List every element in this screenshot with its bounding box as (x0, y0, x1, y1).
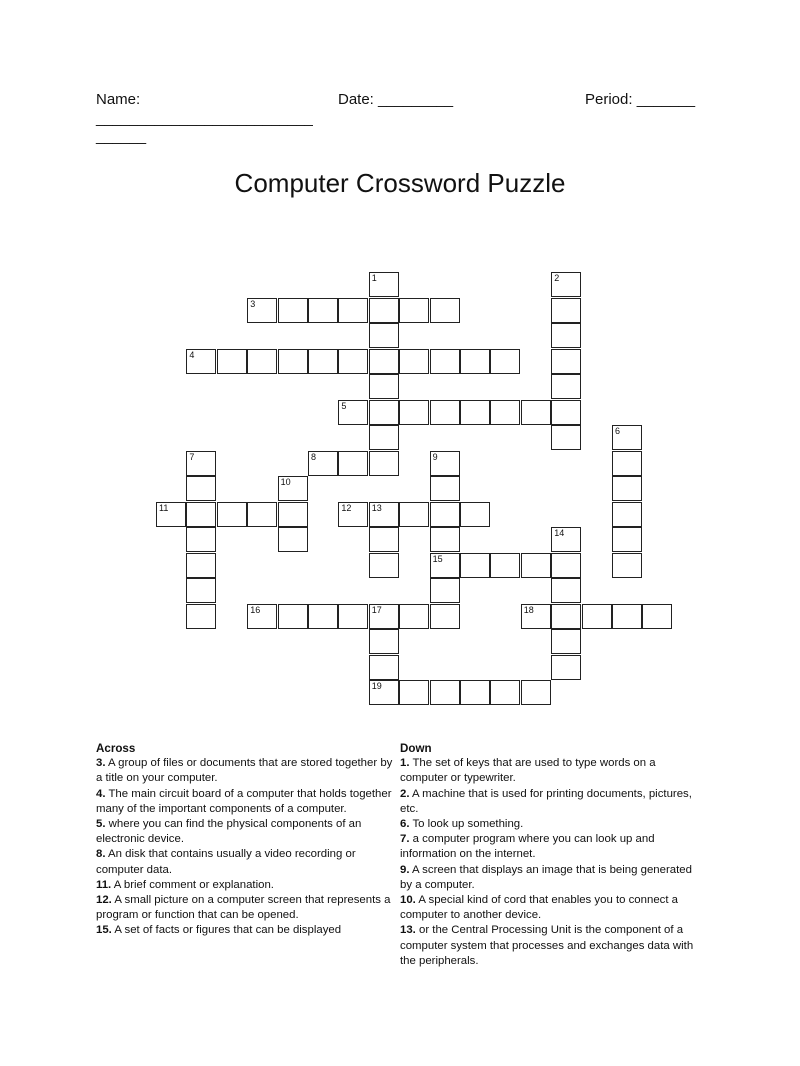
clue-across-11: 11. A brief comment or explanation. (96, 878, 274, 891)
cell-number: 5 (341, 400, 347, 411)
crossword-cell[interactable] (430, 553, 460, 578)
crossword-cell[interactable] (186, 527, 216, 552)
clue-across-15: 15. A set of facts or figures that can be displayed (96, 924, 342, 937)
crossword-cell[interactable] (369, 655, 399, 680)
across-heading: Across (96, 742, 136, 755)
crossword-cell[interactable] (369, 680, 399, 705)
cell-number: 10 (280, 477, 291, 487)
crossword-cell[interactable] (521, 400, 551, 425)
down-clues (400, 741, 700, 969)
crossword-cell[interactable] (278, 476, 308, 501)
clue-down-13: 13. or the Central Processing Unit is the component of a computer system that processes and exchanges data with the peripherals. (400, 924, 694, 967)
crossword-cell[interactable] (551, 374, 581, 399)
crossword-cell[interactable] (521, 553, 551, 578)
crossword-cell[interactable] (490, 349, 520, 374)
crossword-cell[interactable] (369, 298, 399, 323)
down-heading: Down (400, 742, 432, 755)
crossword-cell[interactable] (460, 680, 490, 705)
clue-across-12: 12. A small picture on a computer screen that represents a program or function that can be opened. (96, 894, 391, 922)
crossword-cell[interactable] (369, 604, 399, 629)
crossword-cell[interactable] (247, 604, 277, 629)
crossword-cell[interactable] (430, 400, 460, 425)
clue-across-3: 3. A group of files or documents that are stored together by a title on your computer. (96, 757, 393, 785)
crossword-cell[interactable] (612, 502, 642, 527)
clue-across-4: 4. The main circuit board of a computer that holds together many of the important components of a computer. (96, 787, 392, 815)
cell-number: 14 (554, 528, 565, 538)
crossword-cell[interactable] (369, 400, 399, 425)
period-label[interactable]: Period: _______ (585, 91, 696, 108)
crossword-cell[interactable] (460, 502, 490, 527)
cell-number: 4 (189, 349, 195, 360)
crossword-cell[interactable] (278, 604, 308, 629)
cell-number: 1 (371, 273, 377, 283)
crossword-cell[interactable] (338, 604, 368, 629)
crossword-cell[interactable] (430, 349, 460, 374)
crossword-cell[interactable] (278, 349, 308, 374)
cell-number: 12 (341, 502, 352, 513)
page-title: Computer Crossword Puzzle (234, 168, 566, 198)
crossword-cell[interactable] (338, 400, 368, 425)
crossword-cell[interactable] (308, 349, 338, 374)
clue-across-5: 5. where you can find the physical components of an electronic device. (96, 818, 362, 846)
crossword-cell[interactable] (338, 451, 368, 476)
crossword-cell[interactable] (308, 451, 338, 476)
crossword-cell[interactable] (399, 349, 429, 374)
clue-down-9: 9. A screen that displays an image that is being generated by a computer. (400, 863, 692, 891)
crossword-cell[interactable] (430, 502, 460, 527)
crossword-cell[interactable] (551, 527, 581, 552)
crossword-cell[interactable] (369, 502, 399, 527)
clue-across-8: 8. An disk that contains usually a video recording or computer data. (96, 848, 356, 876)
crossword-cell[interactable] (369, 425, 399, 450)
cell-number: 8 (311, 451, 317, 462)
cell-number: 7 (189, 451, 195, 462)
crossword-cell[interactable] (551, 400, 581, 425)
crossword-cell[interactable] (156, 502, 186, 527)
crossword-cell[interactable] (460, 400, 490, 425)
cell-number: 17 (371, 604, 382, 615)
cell-number: 6 (615, 426, 621, 436)
crossword-cell[interactable] (369, 553, 399, 578)
name-label: Name: (96, 91, 145, 108)
crossword-cell[interactable] (551, 272, 581, 297)
crossword-cell[interactable] (551, 629, 581, 654)
crossword-cell[interactable] (399, 680, 429, 705)
cell-number: 15 (432, 553, 443, 564)
date-label[interactable]: Date: _________ (338, 91, 454, 108)
crossword-cell[interactable] (430, 578, 460, 603)
crossword-cell[interactable] (551, 425, 581, 450)
name-line[interactable]: __________________________ (96, 110, 313, 127)
cell-number: 18 (523, 604, 534, 615)
cell-number: 11 (159, 502, 169, 513)
cell-number: 16 (250, 604, 261, 615)
crossword-cell[interactable] (369, 527, 399, 552)
crossword-cell[interactable] (521, 680, 551, 705)
clue-down-2: 2. A machine that is used for printing documents, pictures, etc. (400, 787, 692, 815)
crossword-cell[interactable] (612, 425, 642, 450)
crossword-cell[interactable] (186, 578, 216, 603)
crossword-cell[interactable] (430, 680, 460, 705)
crossword-cell[interactable] (186, 451, 216, 476)
clue-down-7: 7. a computer program where you can look up and information on the internet. (400, 833, 655, 861)
crossword-cell[interactable] (217, 502, 247, 527)
crossword-cell[interactable] (551, 553, 581, 578)
crossword-cell[interactable] (430, 476, 460, 501)
name-line-continued[interactable]: ______ (96, 128, 147, 145)
crossword-cell[interactable] (247, 349, 277, 374)
crossword-cell[interactable] (642, 604, 672, 629)
crossword-cell[interactable] (612, 527, 642, 552)
crossword-cell[interactable] (338, 298, 368, 323)
crossword-cell[interactable] (460, 349, 490, 374)
cell-number: 3 (250, 298, 256, 309)
crossword-cell[interactable] (430, 451, 460, 476)
crossword-cell[interactable] (338, 502, 368, 527)
crossword-cell[interactable] (186, 502, 216, 527)
crossword-cell[interactable] (612, 476, 642, 501)
crossword-cell[interactable] (369, 323, 399, 348)
crossword-cell[interactable] (551, 323, 581, 348)
cell-number: 19 (371, 681, 382, 691)
crossword-cell[interactable] (369, 629, 399, 654)
crossword-cell[interactable] (186, 604, 216, 629)
crossword-cell[interactable] (551, 298, 581, 323)
crossword-cell[interactable] (308, 604, 338, 629)
clue-down-6: 6. To look up something. (400, 818, 524, 831)
crossword-cell[interactable] (430, 527, 460, 552)
crossword-cell[interactable] (369, 272, 399, 297)
crossword-cell[interactable] (369, 451, 399, 476)
crossword-cell[interactable] (612, 553, 642, 578)
crossword-cell[interactable] (247, 298, 277, 323)
crossword-cell[interactable] (551, 349, 581, 374)
crossword-cell[interactable] (399, 298, 429, 323)
crossword-cell[interactable] (612, 451, 642, 476)
crossword-cell[interactable] (247, 502, 277, 527)
crossword-cell[interactable] (582, 604, 612, 629)
crossword-cell[interactable] (612, 604, 642, 629)
crossword-cell[interactable] (490, 680, 520, 705)
crossword-cell[interactable] (521, 604, 551, 629)
crossword-cell[interactable] (551, 578, 581, 603)
crossword-cell[interactable] (430, 604, 460, 629)
crossword-cell[interactable] (186, 349, 216, 374)
cell-number: 13 (371, 502, 382, 513)
crossword-cell[interactable] (430, 298, 460, 323)
across-clues (96, 741, 396, 939)
crossword-cell[interactable] (369, 349, 399, 374)
crossword-cell[interactable] (338, 349, 368, 374)
crossword-cell[interactable] (217, 349, 247, 374)
crossword-cell[interactable] (186, 476, 216, 501)
crossword-cell[interactable] (551, 655, 581, 680)
clue-down-10: 10. A special kind of cord that enables you to connect a computer to another device. (400, 894, 679, 922)
crossword-cell[interactable] (278, 502, 308, 527)
crossword-cell[interactable] (460, 553, 490, 578)
crossword-cell[interactable] (399, 604, 429, 629)
crossword-cell[interactable] (490, 400, 520, 425)
cell-number: 9 (432, 451, 438, 462)
crossword-cell[interactable] (490, 553, 520, 578)
clue-down-1: 1. The set of keys that are used to type words on a computer or typewriter. (400, 757, 656, 785)
crossword-cell[interactable] (278, 298, 308, 323)
crossword-cell[interactable] (369, 374, 399, 399)
crossword-cell[interactable] (399, 502, 429, 527)
crossword-cell[interactable] (186, 553, 216, 578)
crossword-cell[interactable] (308, 298, 338, 323)
crossword-cell[interactable] (551, 604, 581, 629)
cell-number: 2 (554, 273, 560, 283)
crossword-cell[interactable] (399, 400, 429, 425)
crossword-cell[interactable] (278, 527, 308, 552)
